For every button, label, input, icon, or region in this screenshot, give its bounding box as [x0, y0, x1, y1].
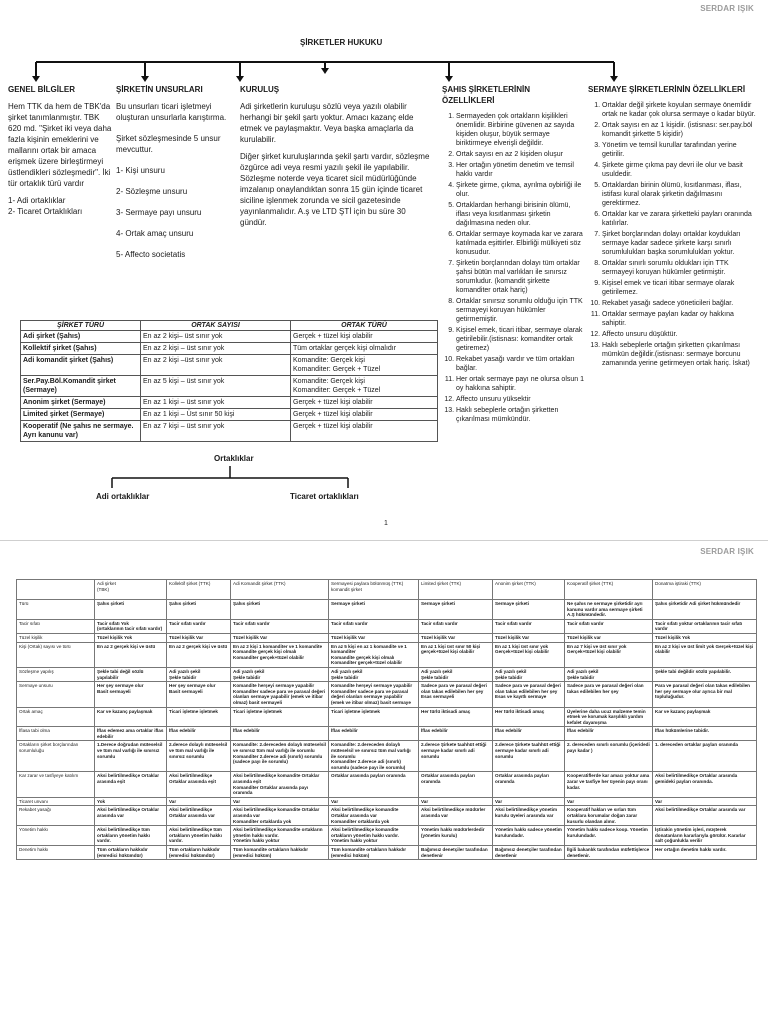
table-row — [17, 772, 757, 797]
list-item: 1- Kişi unsuru — [116, 166, 165, 175]
table-cell: Aksi belirtilmedikçe Ortaklar arasında gemideki payları oranında. — [653, 772, 757, 797]
table-cell: Adi komandit şirket (Şahıs) — [21, 355, 141, 376]
table-cell: Komandite: 2.dereceden dolaylı müteselsil ve sınırsız tüm mal varlığı ile sorumlu Komanditer 2.derece adi (sınırlı) sorumlu (sadece payı ile sorumlu) — [231, 741, 329, 772]
table-cell: En az 2 kişi ve üst limit yok Gerçek+tüzel kişi olabilir — [653, 642, 757, 667]
list-item: 9. Kişisel emek ve ticari itibar sermaye olarak getirilemez. — [602, 279, 758, 297]
list-item: 1. Ortaklar değil şirkete koyulan sermaye önemlidir ortak ne kadar çok olursa sermaye o kadar büyür. — [602, 101, 758, 119]
table-cell: Gerçek + tüzel kişi olabilir — [291, 409, 438, 421]
table-cell: 2.derece Şirkete taahhüt ettiği sermaye kadar sınırlı adi sorumlu — [419, 741, 493, 772]
table-header: Adi şirket (TBK) — [95, 580, 167, 600]
table-row — [17, 826, 757, 846]
table-cell: En az 1 kişi üst sınır yok Gerçek+tüzel kişi olabilir — [493, 642, 565, 667]
table-cell: 2.derece dolaylı müteselsil ve tüm mal varlığı ile sınırsız sorumlu — [167, 741, 231, 772]
table-cell: Aksi belirtilmedikçe komandite ortakların yönetim hakkı vardır. Yönetim hakkı yoktur — [329, 826, 419, 846]
table-cell: Tüzel kişilik var — [565, 633, 653, 642]
table-header-row — [17, 580, 757, 600]
table-cell: Sadece para ve parasal değeri olan takas edilebilen her şey Esas ve kayıtlı sermaye — [493, 682, 565, 707]
table-cell: Ser.Pay.Böl.Komandit şirket (Sermaye) — [21, 376, 141, 397]
list-item: 12. Affecto unsuru düşüktür. — [602, 330, 758, 339]
table-cell: Tüm komandite ortakların hakkıdır (emredici hüküm) — [231, 845, 329, 859]
table-row — [21, 343, 438, 355]
section-genel-bilgiler — [8, 84, 112, 217]
table-cell: Adi yazılı şekil Şekle tabidir — [493, 667, 565, 681]
list-item: 11. Ortaklar sermaye payları kadar oy hakkına sahiptir. — [602, 310, 758, 328]
table-cell: En az 1 kişi – üst sınır yok — [141, 397, 291, 409]
section-heading: SERMAYE ŞİRKETLERİNİN ÖZELLİKLERİ — [588, 85, 746, 94]
table-cell: Her ortağın denetim hakkı vardır. — [653, 845, 757, 859]
table-cell: Tüm ortaklar gerçek kişi olmalıdır — [291, 343, 438, 355]
table-cell: En az 2 kişi– üst sınır yok — [141, 331, 291, 343]
table-cell: En az 2 kişi – üst sınır yok — [141, 343, 291, 355]
table-cell: Aksi belirtilmedikçe komandite Ortaklar arasında var Komanditer ortaklarda yok — [231, 806, 329, 826]
table-header: Sermayesi paylara bölünmüş (TTK) komandit şirket — [329, 580, 419, 600]
table-cell: Kollektif şirket (Şahıs) — [21, 343, 141, 355]
table-cell: Tüzel kişilik Var — [419, 633, 493, 642]
table-cell: Aksi belirtilmedikçe tüm ortakların yönetim hakkı vardır. — [95, 826, 167, 846]
table-cell: İflas edebilir — [565, 727, 653, 741]
table-row — [17, 633, 757, 642]
table-cell: Tacir sıfatı yoktur ortaklarının tacir sıfatı vardır — [653, 619, 757, 633]
table-cell: Ortaklar arasında payları oranında — [493, 772, 565, 797]
section-text: Diğer şirket kuruluşlarında şekil şartı vardır, sözleşme özgürce adi veya resmi yazılı şekil ile yapılabilir. Sözleşme noterde veya ticaret sicil müdürlüğünde imzalanıp onaylandıktan sonra 15 gün içinde ticaret siciline işlenmek zorunda ve sicil gazetesinde yayınlanmalıdır. A.ş ve LTD ŞTİ için bu süre 30 gündür. — [240, 152, 430, 227]
table-cell: Komandite: Gerçek kişi Komanditer: Gerçek + Tüzel — [291, 376, 438, 397]
author-name: SERDAR IŞIK — [700, 4, 754, 13]
table-cell: En az 2 kişi –üst sınır yok — [141, 355, 291, 376]
table-cell: İflas edebilir — [231, 727, 329, 741]
author-name: SERDAR IŞIK — [700, 547, 754, 556]
table-cell: Aksi belirtilmedikçe Ortaklar arasında var — [653, 806, 757, 826]
table-cell: Tüzel kişilik Yok — [95, 633, 167, 642]
list-item: 2- Ticaret Ortaklıkları — [8, 207, 83, 216]
list-item: 8. Ortaklar sınırlı sorumlu oldukları için TTK sermayeyi koruyan hükümler getirmiştir. — [602, 259, 758, 277]
table-row — [17, 619, 757, 633]
table-cell: Kooperatiflerde kar amacı yoktur ama zarar ve tasfiye her üyenin payı oranı kadar. — [565, 772, 653, 797]
table-cell: Aksi belirtilmedikçe Ortaklar arasında eşit — [167, 772, 231, 797]
list-item: 3. Yönetim ve temsil kurullar tarafından yerine getirilir. — [602, 141, 758, 159]
table-cell: Var — [565, 797, 653, 806]
row-label: Sermaye unsuru — [17, 682, 95, 707]
section-heading: ŞAHIS ŞİRKETLERİNİN ÖZELLİKLERİ — [442, 85, 531, 105]
table-cell: Üyelerine daha ucuz malzeme temin etmek ve korumak karşılıklı yardım kefalet dayanışma — [565, 707, 653, 727]
table-header: ŞİRKET TÜRÜ — [21, 321, 141, 331]
row-label: İflasa tabi olma — [17, 727, 95, 741]
table-cell: Her şey sermaye olur Basit sermayeli — [167, 682, 231, 707]
table-cell: Anonim şirket (Sermaye) — [21, 397, 141, 409]
table-cell: Var — [653, 797, 757, 806]
table-cell: Komandite herşeyi sermaye yapabilir Komanditer sadece para ve parasal değeri olanları sermaye yapabilir (emek ve itibar olmaz) basit sermayeli — [231, 682, 329, 707]
table-cell: En az 7 kişi – üst sınır yok — [141, 421, 291, 442]
table-cell: Tacir sıfatı vardır — [231, 619, 329, 633]
table-cell: 2. dereceden sınırlı sorumlu (içeridedi payı kadar ) — [565, 741, 653, 772]
section-sermaye-sirketleri — [588, 84, 758, 370]
row-label: Sözleşme yapılış — [17, 667, 95, 681]
table-row — [17, 727, 757, 741]
row-label: Rekabet yasağı — [17, 806, 95, 826]
table-cell: Şahıs şirketi — [167, 600, 231, 620]
list-item: 13. Haklı sebeplerle ortağın şirketten çıkarılması mümkündür. — [456, 406, 584, 424]
table-cell: Ortaklar arasında payları oranında — [329, 772, 419, 797]
table-cell: Para ve parasal değeri olan takas edilebilen her şey sermaye olur ayrıca bir mal topluluğudur. — [653, 682, 757, 707]
list-item: 4. Şirkete girme çıkma pay devri ile olur ve basit usuldedir. — [602, 161, 758, 179]
list-item: 7. Şirketin borçlarından dolayı tüm ortaklar şahsi bütün mal varlıkları ile sınırsız sorumludur. (komandit şirkette komanditer ortak hariç) — [456, 259, 584, 295]
row-label: Türü — [17, 600, 95, 620]
table-cell: Aksi belirtilmedikçe komandite ortakların yönetim hakkı vardır. Yönetim hakkı yoktur — [231, 826, 329, 846]
table-cell: Aksi belirtilmedikçe müdürler arasında var — [419, 806, 493, 826]
table-cell: Tacir sıfatı vardır — [493, 619, 565, 633]
row-label: Kişi (Ortak) sayısı ve türü — [17, 642, 95, 667]
list-item: 2. Ortak sayısı en az 2 kişiden oluşur — [456, 150, 584, 159]
table-cell: Yok — [95, 797, 167, 806]
table-row — [21, 355, 438, 376]
section-text: Şirket sözleşmesinde 5 unsur mevcuttur. — [116, 134, 221, 154]
table-cell: En az 1 kişi – Üst sınır 50 kişi — [141, 409, 291, 421]
table-row — [17, 667, 757, 681]
list-item: 10. Rekabet yasağı vardır ve tüm ortakları bağlar. — [456, 355, 584, 373]
row-label: Yönetim hakkı — [17, 826, 95, 846]
list-item: 7. Şirket borçlarından dolayı ortaklar koydukları sermaye kadar sadece şirkete karşı sınırlı sorumlulukları başka sorumlulukları yoktur. — [602, 230, 758, 257]
table-cell: En az 7 kişi ve üst sınır yok Gerçek+tüzel kişi olabilir — [565, 642, 653, 667]
ticaret-ortakliklari-label: Ticaret ortaklıkları — [290, 492, 359, 501]
table-cell: Ticari işletme işletmek — [329, 707, 419, 727]
page-title: ŞİRKETLER HUKUKU — [300, 38, 383, 47]
row-label: Ortak amaç — [17, 707, 95, 727]
table-cell: Ortaklar arasında payları oranında — [419, 772, 493, 797]
list-item: 4- Ortak amaç unsuru — [116, 229, 194, 238]
table-cell: Ticari işletme işletmek — [231, 707, 329, 727]
table-cell: Yönetim hakkı sadece yönetim kurulundadır. — [493, 826, 565, 846]
table-row — [17, 845, 757, 859]
table-row — [17, 600, 757, 620]
row-label: Ticaret unvanı — [17, 797, 95, 806]
table-cell: Sermaye şirketi — [329, 600, 419, 620]
table-row — [17, 642, 757, 667]
list-item: 2- Sözleşme unsuru — [116, 187, 188, 196]
page-number: 1 — [384, 520, 388, 527]
table-cell: Yönetim hakkı sadece koop. Yönetim kurulundadır. — [565, 826, 653, 846]
table-cell: Gerçek + tüzel kişi olabilir — [291, 331, 438, 343]
row-label: Ortakların şirket borçlarından sorumluluğu — [17, 741, 95, 772]
table-cell: İflas edebilir — [329, 727, 419, 741]
section-heading: GENEL BİLGİLER — [8, 85, 75, 94]
table-cell: Her türlü iktisadi amaç — [419, 707, 493, 727]
company-types-table — [20, 320, 438, 442]
section-sirketin-unsurlari — [116, 84, 234, 270]
table-row — [21, 331, 438, 343]
table-header: Kollektif şirket (TTK) — [167, 580, 231, 600]
list-item: 8. Ortaklar sınırsız sorumlu olduğu için TTK sermayeyi koruyan hükümler getirmemiştir. — [456, 297, 584, 324]
list-item: 11. Her ortak sermaye payı ne olursa olsun 1 oy hakkına sahiptir. — [456, 375, 584, 393]
table-cell: Komandite: 2.dereceden dolaylı müteselsil ve sınırsız tüm mal varlığı ile sorumlu Komanditer 2.derece adi (sınırlı) sorumlu (sadece payı ile sorumlu) — [329, 741, 419, 772]
table-header: Anonim şirket (TTK) — [493, 580, 565, 600]
table-cell: İflas edebilir — [493, 727, 565, 741]
table-cell: Şahıs şirketi — [95, 600, 167, 620]
table-row — [17, 682, 757, 707]
table-header: Adi Komandit şirket (TTK) — [231, 580, 329, 600]
table-cell: Aksi belirtilmedikçe Ortaklar arasında eşit — [95, 772, 167, 797]
table-cell: Aksi belirtilmedikçe tüm ortakların yönetim hakkı vardır. — [167, 826, 231, 846]
table-cell: Her şey sermaye olur Basit sermayeli — [95, 682, 167, 707]
table-cell: 1. dereceden ortaklar payları oranında — [653, 741, 757, 772]
list-item: 2. Ortak sayısı en az 1 kişidir. (istisnası: ser.pay.böl komandit şirkette 5 kişidir) — [602, 121, 758, 139]
table-cell: Şahıs şirketi — [231, 600, 329, 620]
table-cell: Var — [419, 797, 493, 806]
row-label: Tacir sıfatı — [17, 619, 95, 633]
table-cell: Komandite: Gerçek kişi Komanditer: Gerçek + Tüzel — [291, 355, 438, 376]
list-item: 5. Ortaklardan birinin ölümü, kısıtlanması, iflası, istifası kural olarak şirketin dağılmasını gerektirmez. — [602, 181, 758, 208]
table-cell: Sermaye şirketi — [493, 600, 565, 620]
table-cell: Sadece para ve parasal değeri olan takas edilebilen her şey — [565, 682, 653, 707]
table-cell: Tüzel kişilik Var — [493, 633, 565, 642]
table-cell: Tüm ortakların hakkıdır (emredici hükümdür) — [95, 845, 167, 859]
table-cell: 2.derece Şirkete taahhüt ettiği sermaye kadar sınırlı adi sorumlu — [493, 741, 565, 772]
table-cell: Tüzel kişilik Var — [231, 633, 329, 642]
table-row — [21, 376, 438, 397]
table-cell: En az 2 gerçek kişi ve üstü — [95, 642, 167, 667]
table-cell: Tüm komandite ortakların hakkıdır (emredici hüküm) — [329, 845, 419, 859]
list-item: 3. Her ortağın yönetim denetim ve temsil hakkı vardır — [456, 161, 584, 179]
table-cell: Tacir sıfatı vardır — [419, 619, 493, 633]
section-kurulus — [240, 84, 430, 234]
section-heading: ŞİRKETİN UNSURLARI — [116, 85, 203, 94]
table-cell: Komandite herşeyi sermaye yapabilir Komanditer sadece para ve parasal değeri olanları sermaye yapabilir (emek ve itibar olmaz) basit sermaye — [329, 682, 419, 707]
table-cell: Aksi belirtilmedikçe komandite Ortaklar arasında var Komanditer ortaklarda yok — [329, 806, 419, 826]
row-label: Kar zarar ve tasfiyeye katılım — [17, 772, 95, 797]
table-cell: En az 5 kişi – üst sınır yok — [141, 376, 291, 397]
table-row — [21, 421, 438, 442]
table-cell: İflas edebilir — [419, 727, 493, 741]
table-cell: İflas edebilir — [167, 727, 231, 741]
table-cell: Tüzel kişilik Yok — [653, 633, 757, 642]
table-cell: Limited şirket (Sermaye) — [21, 409, 141, 421]
table-cell: Adi yazılı şekil Şekle tabidir — [167, 667, 231, 681]
table-cell: Adi yazılı şekil Şekle tabidir — [565, 667, 653, 681]
section-text: Hem TTK da hem de TBK'da şirket tanımlanmıştır. TBK 620 md. "Şirket iki veya daha fazla kişinin emeklerini ve mallarını ortak bir amaca erişmek üzere birleştirmeyi üstlendikleri sözleşmedir". İki tür ortaklık türü vardır — [8, 102, 112, 188]
table-cell: İştirakin yönetim işleri, müşterek donatanların kararlarıyla görülür. Kararlar salt çoğunlukla verilir — [653, 826, 757, 846]
table-cell: Tacir sıfatı vardır — [329, 619, 419, 633]
list-item: 5. Ortaklardan herhangi birisinin ölümü, iflası veya kısıtlanması şirketin dağılmasına neden olur. — [456, 201, 584, 228]
table-header-row — [21, 321, 438, 331]
table-cell: Sermaye şirketi — [419, 600, 493, 620]
table-cell: Adi yazılı şekil Şekle tabidir — [419, 667, 493, 681]
table-cell: 1.Derece doğrudan müteselsil ve tüm mal varlığı ile sınırsız sorumlu — [95, 741, 167, 772]
table-cell: Aksi belirtilmedikçe yönetim kurulu üyeleri arasında var — [493, 806, 565, 826]
table-cell: Var — [231, 797, 329, 806]
table-cell: Kooperatif hakları ve sırları tüm ortaklara korumalar doğan zarar kusurlu olandan alınır. — [565, 806, 653, 826]
table-cell: Gerçek + tüzel kişi olabilir — [291, 421, 438, 442]
list-item: 4. Şirkete girme, çıkma, ayrılma oybirliği ile olur. — [456, 181, 584, 199]
list-item: 6. Ortaklar kar ve zarara şirketteki payları oranında katılırlar. — [602, 210, 758, 228]
table-cell: Bağımsız denetçiler tarafından denetlenir — [493, 845, 565, 859]
table-row — [21, 409, 438, 421]
table-cell: Adi yazılı şekil Şekle tabidir — [231, 667, 329, 681]
table-cell: Adi yazılı şekil Şekle tabidir — [329, 667, 419, 681]
list-item: 13. Haklı sebeplerle ortağın şirketten çıkarılması mümkün değildir.(istisnası: sermaye borcunu zamanında yerine getirmeyen ortak hariç. İskat) — [602, 341, 758, 368]
table-cell: Tacir sıfatı Yok (ortaklarının tacir sıfatı vardır) — [95, 619, 167, 633]
table-cell: Şahıs şirketidir Adi şirket hükmündedir — [653, 600, 757, 620]
list-item: 9. Kişisel emek, ticari itibar, sermaye olarak getirilebilir.(istisnası: komanditer ortak getiremez) — [456, 326, 584, 353]
list-item: 12. Affecto unsuru yüksektir — [456, 395, 584, 404]
section-sahis-sirketleri — [442, 84, 584, 426]
table-cell: İflas edemez ama ortaklar iflas edebilir — [95, 727, 167, 741]
list-item: 10. Rekabet yasağı sadece yöneticileri bağlar. — [602, 299, 758, 308]
table-cell: İlgili bakanlık tarafından müfettişlerce denetlenir. — [565, 845, 653, 859]
table-header: Kooperatif şirket (TTK) — [565, 580, 653, 600]
table-cell: En az 2 gerçek kişi ve üstü — [167, 642, 231, 667]
table-cell: Tacir sıfatı vardır — [167, 619, 231, 633]
table-cell: Tüzel kişilik Var — [167, 633, 231, 642]
adi-ortakliklar-label: Adi ortaklıklar — [96, 492, 150, 501]
document-page-2 — [0, 540, 768, 1024]
table-cell: En az 2 kişi 1 komanditer ve 1 komandite Komandite gerçek kişi olmalı Komanditer gerçek+tüzel olabilir — [231, 642, 329, 667]
table-cell: Tacir sıfatı vardır — [565, 619, 653, 633]
comparison-table — [16, 579, 757, 860]
list-item: 6. Ortaklar sermaye koymada kar ve zarara katılmada eşittirler. Elbirliği mülkiyeti söz konusudur. — [456, 230, 584, 257]
table-cell: Kooperatif (Ne şahıs ne sermaye. Ayrı kanunu var) — [21, 421, 141, 442]
table-row — [17, 806, 757, 826]
table-cell: Şekle tabi değildir sözlü yapılabilir. — [653, 667, 757, 681]
table-header — [17, 580, 95, 600]
table-cell: Aksi belirtilmedikçe Ortaklar arasında var — [167, 806, 231, 826]
table-cell: Bağımsız denetçiler tarafından denetlenir — [419, 845, 493, 859]
table-cell: İflas hükümlerine tabidir. — [653, 727, 757, 741]
table-row — [21, 397, 438, 409]
table-cell: Aksi belirtilmedikçe Ortaklar arasında var — [95, 806, 167, 826]
table-row — [17, 707, 757, 727]
table-cell: Ne şahıs ne sermaye şirketidir ayrı kanunu vardır ama sermaye şirketi A.Ş hükmündedir. — [565, 600, 653, 620]
list-item: 3- Sermaye payı unsuru — [116, 208, 202, 217]
table-row — [17, 741, 757, 772]
sermaye-list — [588, 101, 758, 368]
table-cell: Her türlü iktisadi amaç — [493, 707, 565, 727]
table-header: ORTAK SAYISI — [141, 321, 291, 331]
table-row — [17, 797, 757, 806]
table-cell: Aksi belirtilmedikçe komandite Ortaklar arasında eşit Komanditer Ortaklar arasında payı oranında — [231, 772, 329, 797]
table-cell: Şekle tabi değil sözlü yapılabilir — [95, 667, 167, 681]
table-cell: Sadece para ve parasal değeri olan takas edilebilen her şey Esas sermayeli — [419, 682, 493, 707]
row-label: Denetim hakkı — [17, 845, 95, 859]
sahis-list — [442, 112, 584, 424]
table-cell: Var — [167, 797, 231, 806]
section-text: Adi şirketlerin kuruluşu sözlü veya yazılı olabilir herhangi bir şekil şartı yoktur. Amacı kazanç elde etmek ve paylaşmaktır. Veya başka amaçlarla da kurulabilir. — [240, 102, 414, 144]
table-cell: En az 5 kişi en az 1 komandite ve 1 komanditer Komandite gerçek kişi olmalı Komanditer gerçek+tüzel olabilir — [329, 642, 419, 667]
table-cell: Yönetim hakkı müdürlerdedir (yönetim kurulu) — [419, 826, 493, 846]
table-cell: En az 1 kişi üst sınır 50 kişi gerçek+tüzel kişi olabilir — [419, 642, 493, 667]
table-cell: Adi şirket (Şahıs) — [21, 331, 141, 343]
list-item: 5- Affecto societatis — [116, 250, 186, 259]
table-cell: Tüm ortakların hakkıdır (emredici hükümdür) — [167, 845, 231, 859]
table-cell: Ticari işletme işletmek — [167, 707, 231, 727]
section-text: Bu unsurları ticari işletmeyi oluşturan unsurlarla karıştırma. — [116, 102, 227, 122]
table-cell: Var — [329, 797, 419, 806]
table-cell: Gerçek + tüzel kişi olabilir — [291, 397, 438, 409]
list-item: 1- Adi ortaklıklar — [8, 196, 66, 205]
table-header: ORTAK TÜRÜ — [291, 321, 438, 331]
table-cell: Kar ve kazanç paylaşmak — [95, 707, 167, 727]
table-header: Limited şirket (TTK) — [419, 580, 493, 600]
list-item: 1. Sermayeden çok ortakların kişilikleri önemlidir. Birbirine güvenen az sayıda kişiden oluşur, büyük sermaye biriktirmeye elverişli değildir. — [456, 112, 584, 148]
table-header: Donatma iştiraki (TTK) — [653, 580, 757, 600]
section-heading: KURULUŞ — [240, 85, 280, 94]
table-cell: Tüzel kişilik Var — [329, 633, 419, 642]
ortakliklar-title: Ortaklıklar — [214, 454, 254, 463]
table-cell: Var — [493, 797, 565, 806]
table-cell: Kar ve kazanç paylaşmak — [653, 707, 757, 727]
row-label: Tüzel kişilik — [17, 633, 95, 642]
